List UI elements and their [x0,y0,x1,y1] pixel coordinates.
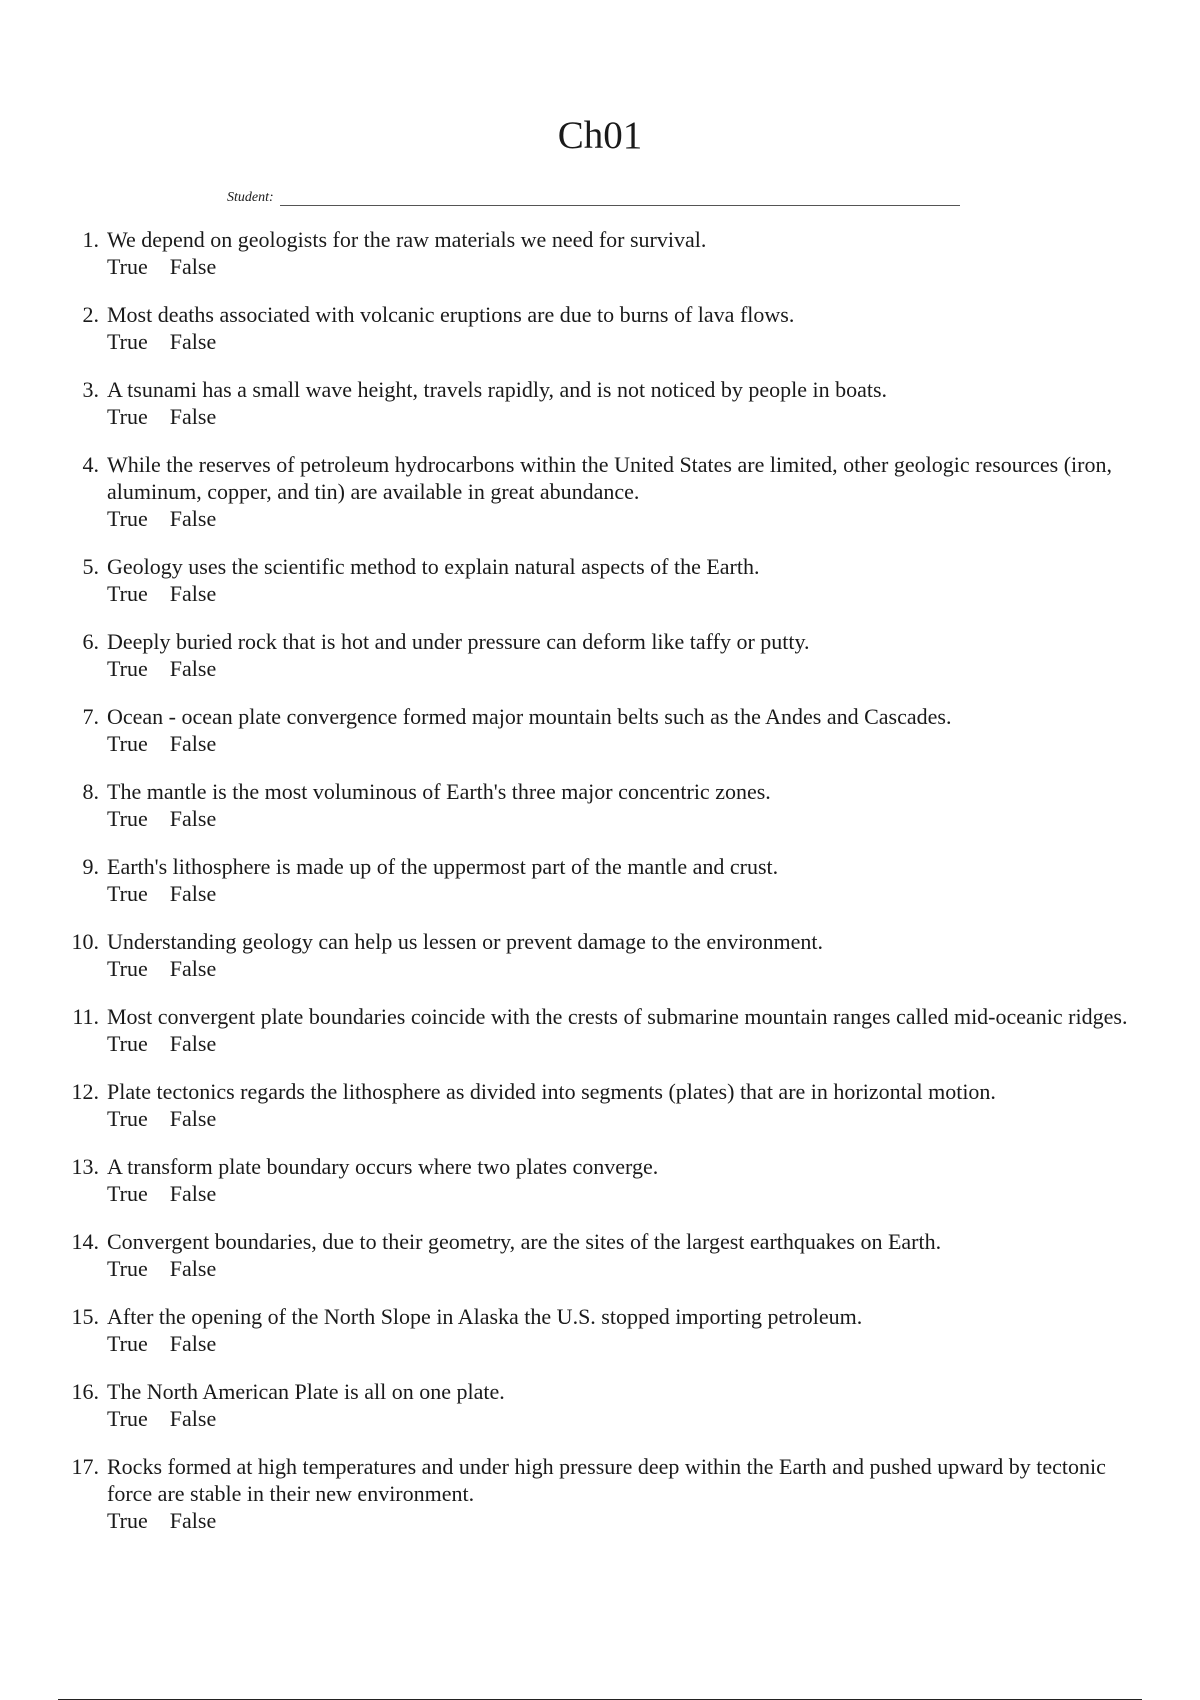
question-text: Ocean - ocean plate convergence formed major mountain belts such as the Andes and Cascades. [107,704,952,729]
answer-false[interactable]: False [169,881,217,906]
answer-false[interactable]: False [169,1031,217,1056]
answer-true[interactable]: True [107,254,148,279]
answer-false[interactable]: False [169,1181,217,1206]
answer-options [107,580,1135,607]
question-text: Geology uses the scientific method to explain natural aspects of the Earth. [107,554,760,579]
question-item [55,301,1135,355]
answer-options [107,253,1135,280]
question-number: 6. [82,629,99,654]
question-item [55,553,1135,607]
question-text: Convergent boundaries, due to their geometry, are the sites of the largest earthquakes on Earth. [107,1229,942,1254]
question-text: A tsunami has a small wave height, travels rapidly, and is not noticed by people in boats. [107,377,888,402]
question-text: The North American Plate is all on one plate. [107,1379,505,1404]
question-number: 17. [71,1454,99,1479]
answer-true[interactable]: True [107,1256,148,1281]
question-number: 12. [71,1079,99,1104]
question-number: 15. [71,1304,99,1329]
question-item [55,1303,1135,1357]
question-item [55,451,1135,532]
answer-true[interactable]: True [107,581,148,606]
question-number: 11. [72,1004,99,1029]
answer-false[interactable]: False [169,1256,217,1281]
answer-true[interactable]: True [107,1181,148,1206]
answer-options [107,1330,1135,1357]
question-number: 9. [82,854,99,879]
answer-options [107,1180,1135,1207]
question-item [55,703,1135,757]
question-text: While the reserves of petroleum hydrocarbons within the United States are limited, other geologic resources (iron, aluminum, copper, and tin) are available in great abundance. [107,452,1112,504]
answer-true[interactable]: True [107,881,148,906]
answer-false[interactable]: False [169,1106,217,1131]
answer-true[interactable]: True [107,1508,148,1533]
answer-true[interactable]: True [107,1031,148,1056]
answer-options [107,1255,1135,1282]
question-text: Rocks formed at high temperatures and under high pressure deep within the Earth and pushed upward by tectonic force are stable in their new environment. [107,1454,1106,1506]
answer-true[interactable]: True [107,329,148,354]
question-text: The mantle is the most voluminous of Earth's three major concentric zones. [107,779,771,804]
answer-false[interactable]: False [169,731,217,756]
answer-options [107,955,1135,982]
answer-options [107,1105,1135,1132]
question-number: 3. [82,377,99,402]
question-text: Most convergent plate boundaries coincide with the crests of submarine mountain ranges called mid-oceanic ridges. [107,1004,1128,1029]
question-text: We depend on geologists for the raw materials we need for survival. [107,227,707,252]
question-item [55,853,1135,907]
question-number: 5. [82,554,99,579]
question-number: 10. [71,929,99,954]
answer-options [107,880,1135,907]
question-number: 7. [82,704,99,729]
answer-false[interactable]: False [169,806,217,831]
answer-false[interactable]: False [169,1331,217,1356]
answer-true[interactable]: True [107,506,148,531]
answer-true[interactable]: True [107,731,148,756]
question-text: Plate tectonics regards the lithosphere as divided into segments (plates) that are in horizontal motion. [107,1079,996,1104]
answer-false[interactable]: False [169,656,217,681]
student-name-row [227,184,960,206]
question-item [55,1078,1135,1132]
question-text: Earth's lithosphere is made up of the uppermost part of the mantle and crust. [107,854,779,879]
answer-options [107,730,1135,757]
question-number: 1. [82,227,99,252]
question-item [55,376,1135,430]
question-number: 16. [71,1379,99,1404]
answer-options [107,1405,1135,1432]
answer-options [107,1507,1135,1534]
question-text: Most deaths associated with volcanic eruptions are due to burns of lava flows. [107,302,795,327]
question-item [55,1378,1135,1432]
question-number: 8. [82,779,99,804]
answer-false[interactable]: False [169,506,217,531]
question-item [55,1228,1135,1282]
answer-true[interactable]: True [107,806,148,831]
question-number: 14. [71,1229,99,1254]
answer-true[interactable]: True [107,956,148,981]
student-label: Student: [227,190,274,205]
student-name-field[interactable] [280,188,960,206]
question-item [55,1453,1135,1534]
question-number: 13. [71,1154,99,1179]
question-number: 4. [82,452,99,477]
answer-options [107,505,1135,532]
answer-false[interactable]: False [169,1508,217,1533]
answer-false[interactable]: False [169,581,217,606]
question-text: Deeply buried rock that is hot and under pressure can deform like taffy or putty. [107,629,810,654]
answer-options [107,805,1135,832]
answer-options [107,1030,1135,1057]
question-list [55,226,1135,1555]
answer-true[interactable]: True [107,1331,148,1356]
answer-options [107,655,1135,682]
question-text: Understanding geology can help us lessen or prevent damage to the environment. [107,929,824,954]
answer-false[interactable]: False [169,404,217,429]
answer-false[interactable]: False [169,254,217,279]
question-item [55,778,1135,832]
answer-false[interactable]: False [169,956,217,981]
question-number: 2. [82,302,99,327]
answer-options [107,403,1135,430]
question-item [55,226,1135,280]
question-item [55,1153,1135,1207]
answer-true[interactable]: True [107,404,148,429]
answer-true[interactable]: True [107,1106,148,1131]
answer-false[interactable]: False [169,329,217,354]
page-title: Ch01 [557,114,643,157]
answer-options [107,328,1135,355]
answer-false[interactable]: False [169,1406,217,1431]
question-item [55,1003,1135,1057]
answer-true[interactable]: True [107,1406,148,1431]
answer-true[interactable]: True [107,656,148,681]
question-item [55,928,1135,982]
question-item [55,628,1135,682]
question-text: A transform plate boundary occurs where two plates converge. [107,1154,659,1179]
question-text: After the opening of the North Slope in Alaska the U.S. stopped importing petroleum. [107,1304,863,1329]
